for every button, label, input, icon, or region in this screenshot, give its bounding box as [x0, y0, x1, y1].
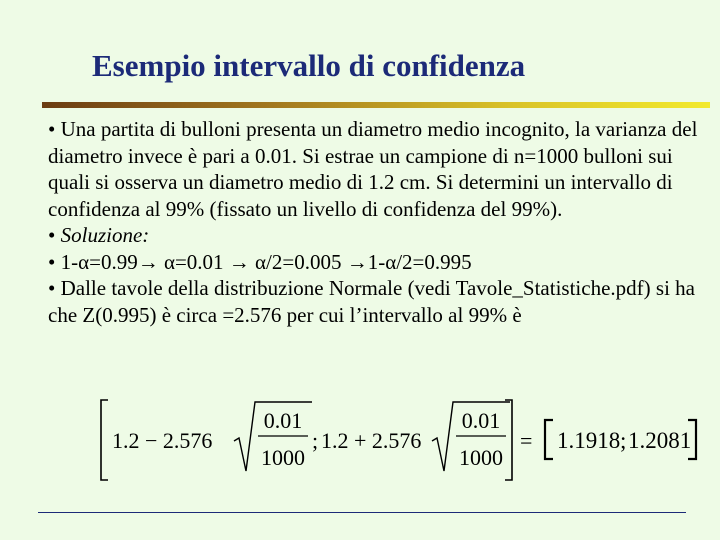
- solution-label: Soluzione:: [60, 223, 150, 247]
- slide-body: [48, 116, 698, 328]
- confidence-interval-formula: [98, 397, 708, 485]
- right-bracket: [505, 400, 512, 480]
- problem-paragraph: • Una partita di bulloni presenta un diametro medio incognito, la varianza del diametro invece è pari a 0.01. Si estrae un campione di n=1000 bulloni sui quali si osserva un diametro medio di 1.2 cm. Si determini un intervallo di confidenza al 99% (fissato un livello di confidenza del 99%).: [48, 117, 698, 221]
- bottom-divider: [38, 512, 686, 513]
- alpha-derivation: • 1-α=0.99→ α=0.01 → α/2=0.005 →1-α/2=0.995: [48, 249, 472, 274]
- upper-term: 1.2 + 2.576: [321, 428, 422, 453]
- slide-title: Esempio intervallo di confidenza: [92, 48, 526, 83]
- result-left-bracket: [545, 420, 553, 459]
- lower-term: 1.2 − 2.576: [112, 428, 213, 453]
- denominator-2: 1000: [459, 445, 503, 470]
- normal-table-paragraph: • Dalle tavole della distribuzione Normale (vedi Tavole_Statistiche.pdf) si ha che Z(0.995) è circa =2.576 per cui l’intervallo al 99% è: [48, 276, 695, 327]
- denominator-1: 1000: [261, 445, 305, 470]
- solution-bullet: •: [48, 223, 61, 247]
- numerator-2: 0.01: [461, 408, 501, 433]
- title-divider: [42, 102, 710, 108]
- result-lower: 1.1918: [557, 428, 621, 453]
- equals-sign: =: [520, 428, 533, 453]
- numerator-1: 0.01: [263, 408, 303, 433]
- left-bracket: [101, 400, 108, 480]
- result-separator: ;: [620, 428, 627, 453]
- result-upper: 1.2081: [628, 428, 692, 453]
- solution-heading: [48, 222, 698, 249]
- interval-separator: ;: [312, 428, 319, 453]
